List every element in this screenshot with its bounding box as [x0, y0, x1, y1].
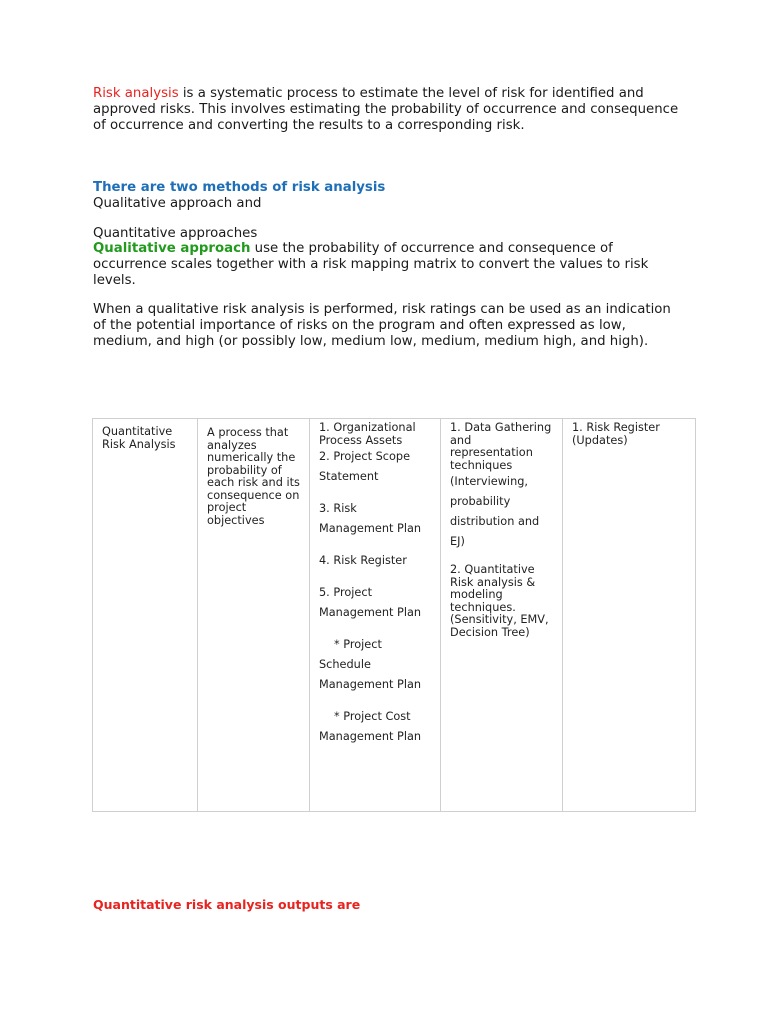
tool-item: distribution and [450, 515, 540, 528]
method-item-quantitative: Quantitative approaches [93, 226, 258, 241]
tool-item: probability [450, 495, 511, 508]
input-item: Management Plan [319, 522, 422, 535]
process-description: A process that analyzes numerically the probability of each risk and its consequence on project objectives [207, 426, 300, 527]
tool-item: (Interviewing, [450, 475, 528, 488]
process-description-cell [198, 419, 310, 812]
output-item: 1. Risk Register (Updates) [572, 421, 660, 447]
risk-analysis-table [92, 418, 696, 812]
qualitative-ratings-paragraph: When a qualitative risk analysis is performed, risk ratings can be used as an indication of the potential importance of risks on the program and often expressed as low, medium, and high (or possibly low, medium low, medium, medium high, and high). [93, 302, 671, 349]
intro-paragraph [93, 86, 683, 134]
input-item: * Project Cost [334, 710, 411, 723]
input-item: 2. Project Scope [319, 450, 411, 463]
input-item: Management Plan [319, 606, 422, 619]
tool-item: 1. Data Gathering and representation techniques [450, 421, 552, 472]
outputs-heading: Quantitative risk analysis outputs are [93, 897, 361, 912]
qualitative-approach-term: Qualitative approach [93, 241, 251, 256]
tools-cell [441, 419, 563, 812]
qualitative-text: use the probability of occurrence and consequence of occurrence scales together with a risk mapping matrix to convert the values to risk levels. [93, 241, 649, 288]
input-item: 1. Organizational Process Assets [319, 421, 416, 447]
input-item: * Project [334, 638, 382, 651]
qualitative-paragraph [93, 241, 683, 289]
method-item-qualitative: Qualitative approach and [93, 196, 262, 211]
tool-item: EJ) [450, 535, 465, 548]
process-name-cell [93, 419, 198, 812]
intro-text: is a systematic process to estimate the level of risk for identified and approved risks. This involves estimating the probability of occurrence and consequence of occurrence and converting the results to a corresponding risk. [93, 86, 679, 133]
input-item: Management Plan [319, 730, 422, 743]
input-item: 5. Project [319, 586, 373, 599]
outputs-cell [563, 419, 696, 812]
risk-analysis-term: Risk analysis [93, 86, 179, 101]
table-row [93, 419, 696, 812]
process-name: Quantitative Risk Analysis [102, 425, 176, 451]
input-item: Schedule [319, 658, 371, 671]
input-item: Statement [319, 470, 379, 483]
tool-item: 2. Quantitative Risk analysis & modeling techniques. (Sensitivity, EMV, Decision Tree) [450, 563, 549, 639]
input-item: 3. Risk [319, 502, 357, 515]
inputs-cell [310, 419, 441, 812]
methods-heading: There are two methods of risk analysis [93, 180, 386, 195]
input-item: Management Plan [319, 678, 422, 691]
input-item: 4. Risk Register [319, 554, 407, 567]
